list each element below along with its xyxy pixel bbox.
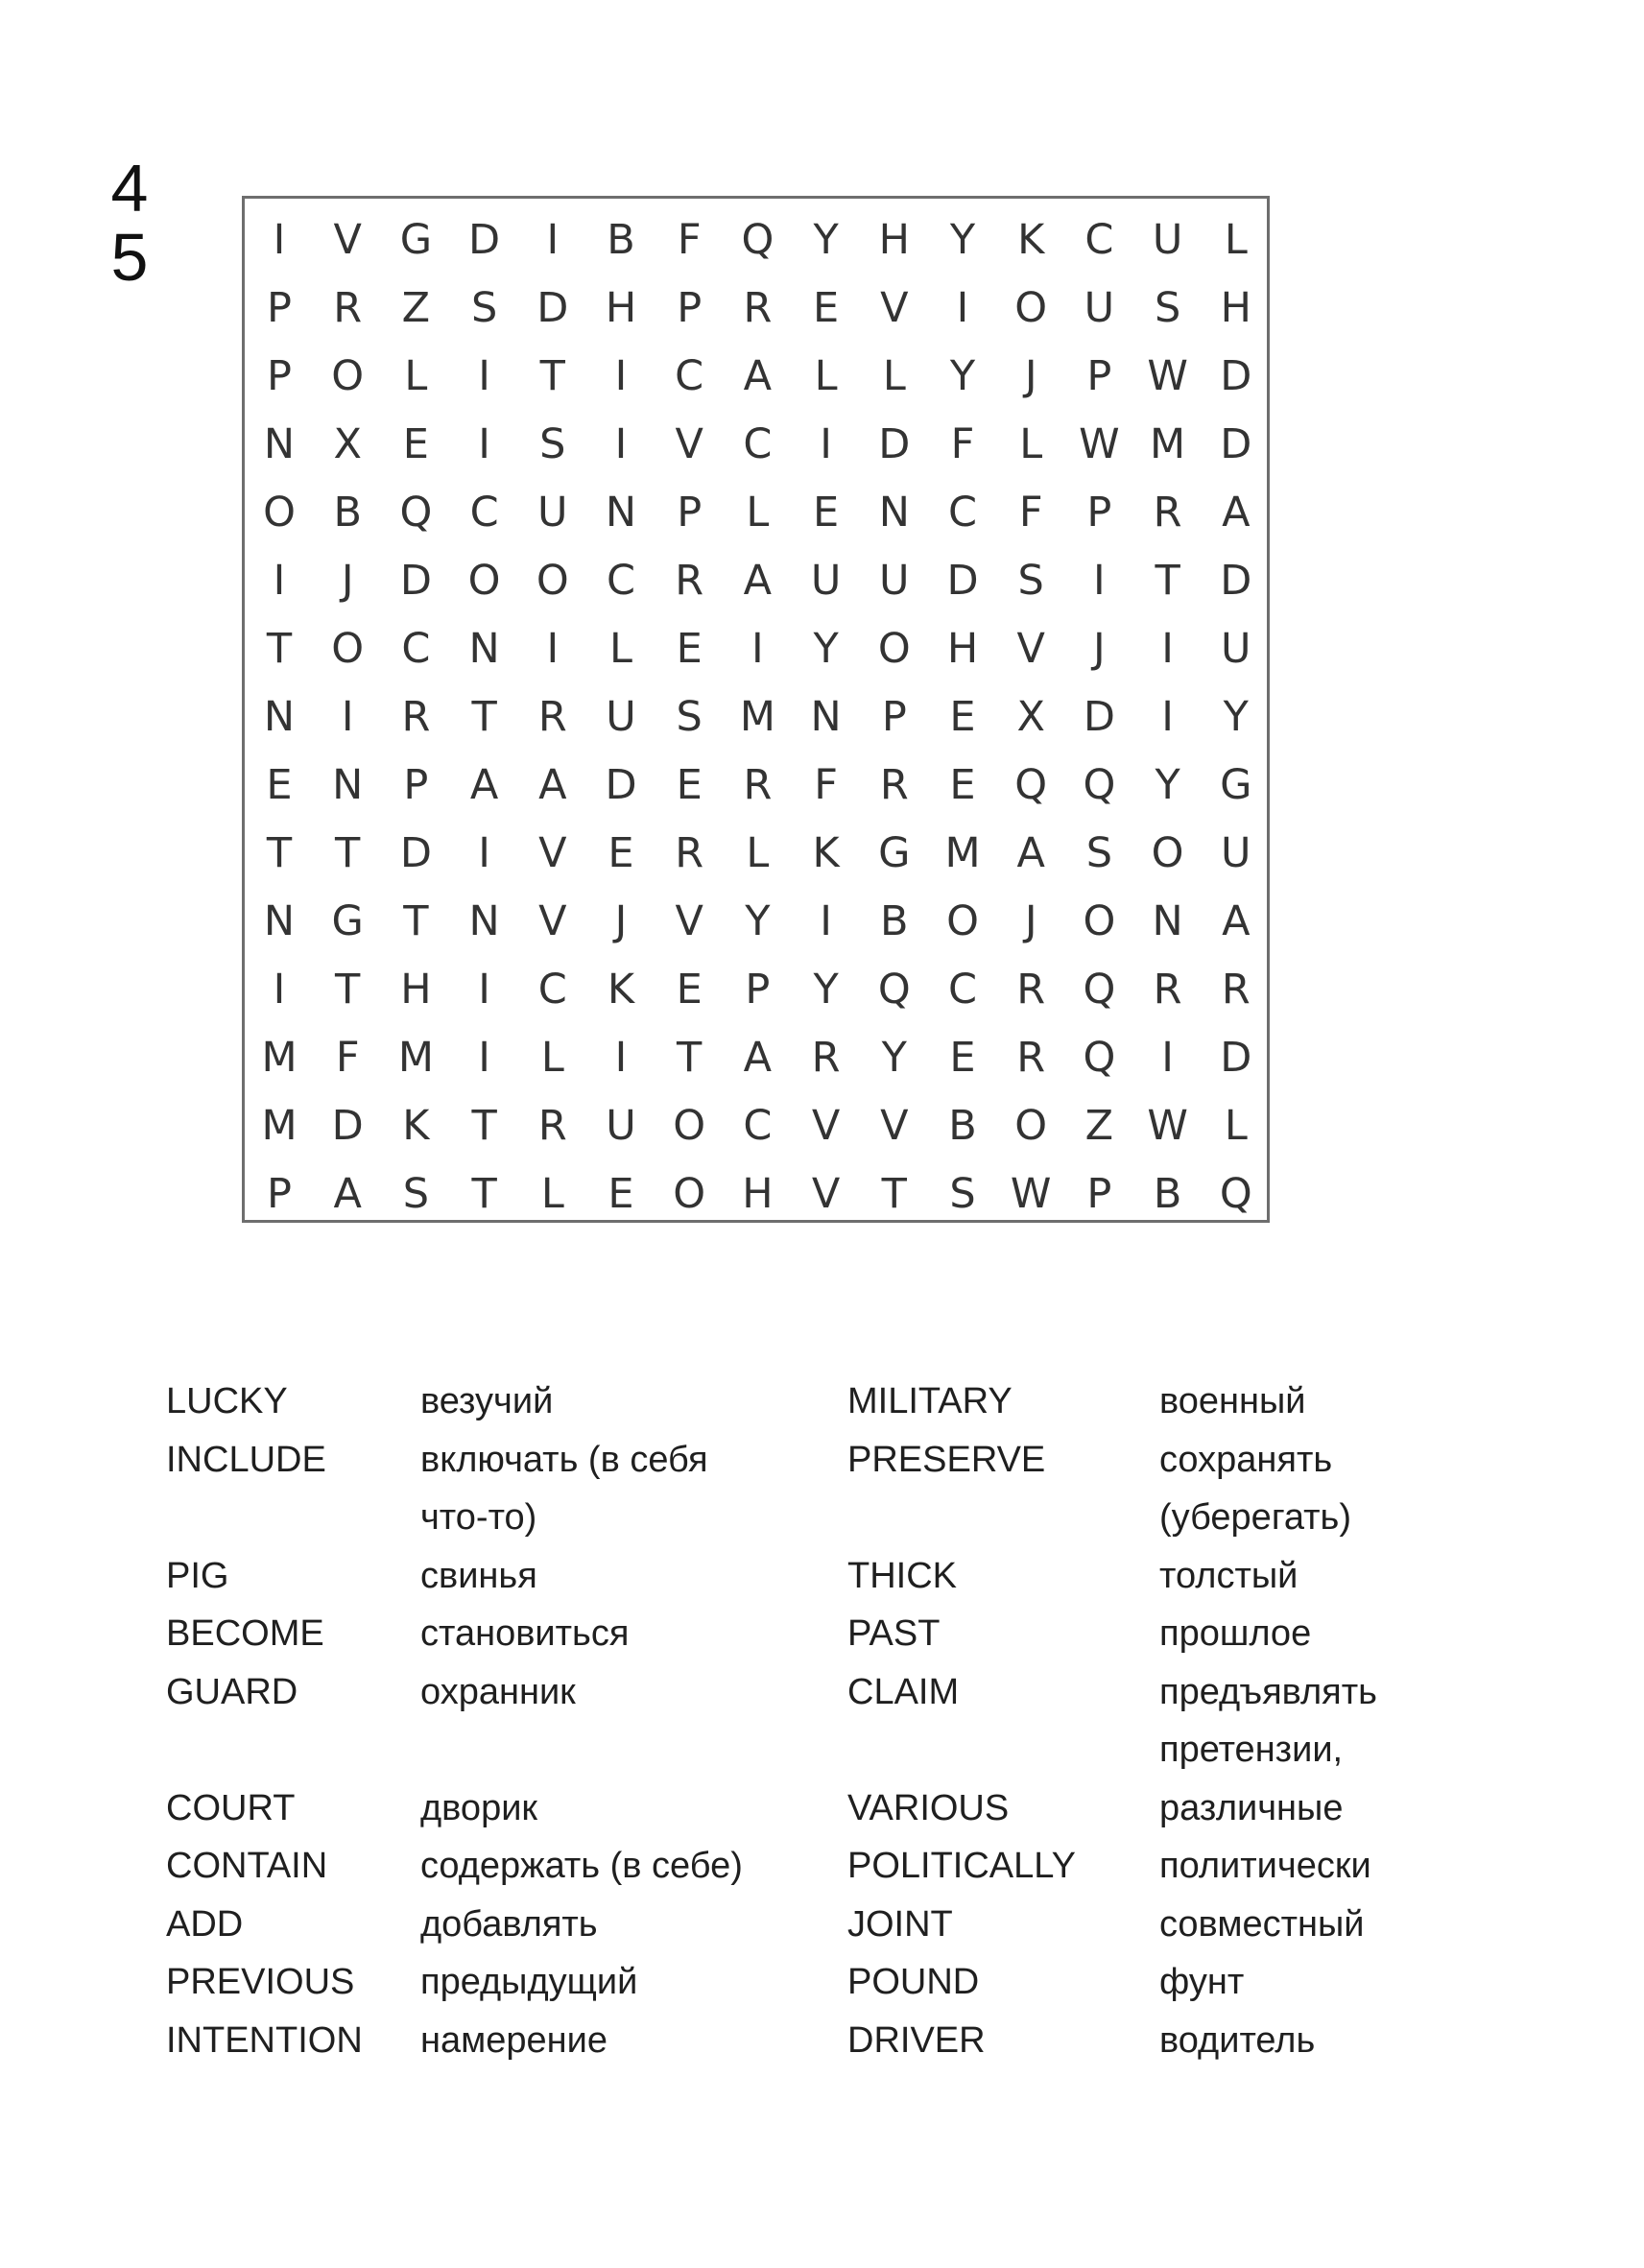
- grid-letter[interactable]: C: [401, 625, 431, 673]
- grid-letter[interactable]: N: [332, 761, 364, 809]
- grid-letter[interactable]: A: [538, 761, 567, 809]
- grid-letter[interactable]: Q: [877, 966, 911, 1014]
- grid-letter[interactable]: J: [614, 897, 628, 945]
- grid-letter[interactable]: D: [1220, 352, 1252, 400]
- grid-letter[interactable]: H: [1220, 284, 1251, 332]
- grid-letter[interactable]: O: [673, 1170, 706, 1218]
- grid-letter[interactable]: A: [1016, 829, 1045, 877]
- vocab-russian-translation: предъявлять: [1159, 1671, 1377, 1712]
- vocab-row: [0, 1547, 1644, 1605]
- vocab-english-word: BECOME: [166, 1613, 324, 1654]
- vocab-russian-translation: прошлое: [1159, 1613, 1312, 1654]
- grid-letter[interactable]: P: [403, 761, 429, 809]
- grid-letter[interactable]: Q: [1219, 1170, 1252, 1218]
- grid-letter[interactable]: T: [471, 1102, 497, 1150]
- grid-letter[interactable]: Q: [1083, 761, 1116, 809]
- grid-letter[interactable]: R: [1016, 966, 1046, 1014]
- grid-letter[interactable]: Y: [949, 352, 976, 400]
- grid-letter[interactable]: O: [1151, 829, 1184, 877]
- grid-letter[interactable]: D: [468, 216, 501, 264]
- grid-letter[interactable]: R: [401, 693, 431, 741]
- grid-letter[interactable]: U: [1221, 625, 1251, 673]
- grid-letter[interactable]: U: [1084, 284, 1115, 332]
- vocab-row: [0, 1896, 1644, 1953]
- vocab-russian-translation: везучий: [420, 1381, 554, 1421]
- vocab-row: [0, 2012, 1644, 2069]
- grid-letter[interactable]: W: [1079, 420, 1120, 468]
- vocab-english-word: ADD: [166, 1903, 244, 1945]
- grid-letter[interactable]: O: [877, 625, 911, 673]
- grid-letter[interactable]: I: [956, 284, 969, 332]
- grid-letter[interactable]: I: [273, 557, 286, 605]
- grid-letter[interactable]: E: [266, 761, 293, 809]
- grid-letter[interactable]: T: [471, 1170, 497, 1218]
- grid-letter[interactable]: T: [335, 966, 361, 1014]
- grid-letter[interactable]: P: [267, 284, 292, 332]
- grid-letter[interactable]: I: [820, 897, 832, 945]
- grid-letter[interactable]: J: [341, 557, 354, 605]
- grid-letter[interactable]: T: [266, 625, 293, 673]
- grid-letter[interactable]: V: [538, 897, 567, 945]
- grid-letter[interactable]: G: [399, 216, 433, 264]
- grid-letter[interactable]: R: [743, 761, 773, 809]
- grid-letter[interactable]: A: [469, 761, 499, 809]
- grid-letter[interactable]: Y: [949, 216, 976, 264]
- grid-letter[interactable]: W: [1147, 1102, 1188, 1150]
- grid-letter[interactable]: P: [677, 284, 703, 332]
- grid-letter[interactable]: Y: [745, 897, 771, 945]
- vocab-russian-translation: различные: [1159, 1787, 1344, 1828]
- grid-letter[interactable]: A: [743, 1034, 773, 1082]
- grid-letter[interactable]: K: [1017, 216, 1045, 264]
- vocab-russian-translation: фунт: [1159, 1962, 1245, 2002]
- grid-letter[interactable]: D: [399, 557, 432, 605]
- grid-letter[interactable]: B: [880, 897, 909, 945]
- grid-letter[interactable]: I: [478, 1034, 490, 1082]
- grid-letter[interactable]: R: [1153, 966, 1182, 1014]
- grid-letter[interactable]: B: [1153, 1170, 1182, 1218]
- grid-letter[interactable]: W: [1010, 1170, 1052, 1218]
- grid-letter[interactable]: L: [609, 625, 632, 673]
- grid-letter[interactable]: A: [1222, 897, 1251, 945]
- vocab-english-word: THICK: [847, 1555, 957, 1596]
- grid-letter[interactable]: R: [675, 829, 704, 877]
- grid-letter[interactable]: H: [400, 966, 432, 1014]
- grid-letter[interactable]: R: [1016, 1034, 1046, 1082]
- grid-letter[interactable]: T: [335, 829, 361, 877]
- grid-letter[interactable]: V: [675, 897, 703, 945]
- grid-letter[interactable]: I: [1161, 693, 1174, 741]
- grid-letter[interactable]: J: [1024, 897, 1037, 945]
- grid-letter[interactable]: F: [950, 420, 975, 468]
- grid-letter[interactable]: Y: [813, 625, 839, 673]
- vocab-russian-translation: охранник: [420, 1671, 576, 1712]
- vocab-english-word: JOINT: [847, 1903, 953, 1945]
- vocab-english-word: COURT: [166, 1787, 296, 1828]
- grid-letter[interactable]: S: [676, 693, 703, 741]
- grid-letter[interactable]: I: [546, 216, 560, 264]
- grid-letter[interactable]: S: [1085, 829, 1113, 877]
- grid-letter[interactable]: M: [944, 829, 981, 877]
- grid-letter[interactable]: K: [812, 829, 840, 877]
- grid-letter[interactable]: P: [881, 693, 907, 741]
- vocab-russian-translation: свинья: [420, 1555, 537, 1596]
- grid-letter[interactable]: O: [1083, 897, 1116, 945]
- grid-letter[interactable]: E: [949, 1034, 976, 1082]
- grid-letter[interactable]: G: [1220, 761, 1252, 809]
- grid-letter[interactable]: E: [402, 420, 429, 468]
- grid-letter[interactable]: O: [331, 625, 365, 673]
- grid-letter[interactable]: L: [746, 489, 770, 537]
- grid-letter[interactable]: H: [742, 1170, 774, 1218]
- grid-letter[interactable]: Q: [399, 489, 433, 537]
- grid-letter[interactable]: B: [607, 216, 635, 264]
- grid-letter[interactable]: P: [267, 352, 292, 400]
- vocab-row: [0, 1779, 1644, 1837]
- grid-letter[interactable]: V: [811, 1102, 841, 1150]
- grid-letter[interactable]: D: [1083, 693, 1115, 741]
- grid-letter[interactable]: I: [614, 1034, 628, 1082]
- vocab-russian-translation: включать (в себя: [420, 1439, 708, 1480]
- vocab-english-word: MILITARY: [847, 1381, 1013, 1421]
- grid-letter[interactable]: V: [333, 216, 362, 264]
- vocab-english-word: CLAIM: [847, 1671, 960, 1712]
- vocab-russian-translation: (уберегать): [1159, 1497, 1352, 1538]
- grid-letter[interactable]: L: [746, 829, 770, 877]
- grid-letter[interactable]: Z: [401, 284, 431, 332]
- grid-letter[interactable]: I: [820, 420, 832, 468]
- grid-letter[interactable]: E: [676, 625, 703, 673]
- page-number-line-1: 4: [110, 151, 149, 226]
- grid-letter[interactable]: T: [677, 1034, 703, 1082]
- vocab-english-word: PIG: [166, 1555, 229, 1596]
- grid-letter[interactable]: C: [675, 352, 704, 400]
- grid-letter[interactable]: L: [1224, 1102, 1248, 1150]
- vocab-russian-translation: предыдущий: [420, 1962, 638, 2002]
- grid-letter[interactable]: C: [947, 966, 978, 1014]
- vocab-russian-translation: что-то): [420, 1497, 537, 1538]
- grid-letter[interactable]: V: [538, 829, 567, 877]
- grid-letter[interactable]: D: [605, 761, 637, 809]
- grid-letter[interactable]: S: [949, 1170, 976, 1218]
- vocab-russian-translation: водитель: [1159, 2019, 1316, 2061]
- grid-letter[interactable]: E: [813, 284, 840, 332]
- vocab-russian-translation: становиться: [420, 1613, 630, 1654]
- grid-letter[interactable]: S: [470, 284, 498, 332]
- grid-letter[interactable]: I: [478, 420, 490, 468]
- vocab-row: [0, 1373, 1644, 1430]
- grid-letter[interactable]: U: [879, 557, 910, 605]
- grid-letter[interactable]: I: [478, 966, 490, 1014]
- grid-letter[interactable]: E: [813, 489, 840, 537]
- grid-letter[interactable]: Y: [813, 216, 839, 264]
- grid-letter[interactable]: U: [606, 1102, 636, 1150]
- grid-letter[interactable]: L: [540, 1034, 564, 1082]
- grid-letter[interactable]: O: [1014, 284, 1048, 332]
- grid-letter[interactable]: J: [1093, 625, 1106, 673]
- grid-letter[interactable]: P: [745, 966, 771, 1014]
- grid-letter[interactable]: U: [1152, 216, 1183, 264]
- grid-letter[interactable]: N: [263, 897, 296, 945]
- grid-letter[interactable]: R: [811, 1034, 841, 1082]
- grid-letter[interactable]: T: [539, 352, 565, 400]
- grid-letter[interactable]: O: [331, 352, 365, 400]
- grid-letter[interactable]: Z: [1084, 1102, 1114, 1150]
- grid-letter[interactable]: C: [743, 1102, 773, 1150]
- grid-letter[interactable]: I: [1161, 625, 1174, 673]
- grid-letter[interactable]: N: [878, 489, 910, 537]
- vocab-russian-translation: добавлять: [420, 1903, 598, 1945]
- grid-letter[interactable]: N: [605, 489, 637, 537]
- vocab-english-word: INTENTION: [166, 2019, 363, 2061]
- grid-letter[interactable]: R: [1153, 489, 1182, 537]
- grid-letter[interactable]: S: [402, 1170, 430, 1218]
- vocab-english-word: PRESERVE: [847, 1439, 1046, 1480]
- vocab-row: [0, 1431, 1644, 1489]
- grid-letter[interactable]: B: [333, 489, 362, 537]
- grid-letter[interactable]: M: [397, 1034, 434, 1082]
- grid-letter[interactable]: Y: [1155, 761, 1180, 809]
- grid-letter[interactable]: U: [1221, 829, 1251, 877]
- grid-letter[interactable]: C: [1084, 216, 1114, 264]
- grid-letter[interactable]: X: [1016, 693, 1045, 741]
- grid-letter[interactable]: Y: [1223, 693, 1249, 741]
- vocab-russian-translation: толстый: [1159, 1555, 1299, 1596]
- grid-letter[interactable]: R: [537, 1102, 567, 1150]
- grid-letter[interactable]: L: [882, 352, 906, 400]
- grid-letter[interactable]: A: [1222, 489, 1251, 537]
- grid-letter[interactable]: E: [676, 761, 703, 809]
- grid-letter[interactable]: L: [814, 352, 838, 400]
- grid-letter[interactable]: D: [946, 557, 979, 605]
- grid-letter[interactable]: R: [537, 693, 567, 741]
- grid-letter[interactable]: S: [1017, 557, 1044, 605]
- grid-letter[interactable]: O: [673, 1102, 706, 1150]
- grid-letter[interactable]: E: [676, 966, 703, 1014]
- grid-letter[interactable]: L: [404, 352, 428, 400]
- vocab-english-word: VARIOUS: [847, 1787, 1010, 1828]
- grid-letter[interactable]: V: [811, 1170, 841, 1218]
- vocab-russian-translation: содержать (в себе): [420, 1846, 743, 1886]
- grid-letter[interactable]: A: [333, 1170, 362, 1218]
- vocab-russian-translation: сохранять: [1159, 1439, 1333, 1480]
- grid-letter[interactable]: N: [263, 693, 296, 741]
- grid-letter[interactable]: I: [273, 216, 286, 264]
- grid-letter[interactable]: V: [880, 1102, 909, 1150]
- grid-letter[interactable]: D: [1220, 1034, 1252, 1082]
- word-search-grid: [242, 196, 1270, 1223]
- grid-letter[interactable]: E: [949, 761, 976, 809]
- grid-letter[interactable]: P: [1086, 1170, 1112, 1218]
- vocab-english-word: POLITICALLY: [847, 1846, 1076, 1886]
- grid-letter[interactable]: D: [331, 1102, 364, 1150]
- grid-letter[interactable]: U: [537, 489, 568, 537]
- vocab-english-word: DRIVER: [847, 2019, 986, 2061]
- grid-letter[interactable]: Y: [813, 966, 839, 1014]
- grid-letter[interactable]: C: [743, 420, 773, 468]
- grid-letter[interactable]: C: [537, 966, 567, 1014]
- grid-letter[interactable]: Q: [1014, 761, 1048, 809]
- grid-letter[interactable]: N: [468, 625, 500, 673]
- grid-letter[interactable]: V: [880, 284, 909, 332]
- grid-letter[interactable]: O: [946, 897, 979, 945]
- grid-letter[interactable]: V: [1016, 625, 1045, 673]
- vocab-english-word: GUARD: [166, 1671, 298, 1712]
- grid-letter[interactable]: R: [675, 557, 704, 605]
- grid-letter[interactable]: U: [606, 693, 636, 741]
- grid-letter[interactable]: I: [273, 966, 286, 1014]
- grid-letter[interactable]: C: [606, 557, 636, 605]
- grid-letter[interactable]: U: [810, 557, 842, 605]
- grid-letter[interactable]: N: [263, 420, 296, 468]
- grid-letter[interactable]: M: [261, 1034, 298, 1082]
- grid-letter[interactable]: I: [478, 352, 490, 400]
- grid-letter[interactable]: N: [1152, 897, 1183, 945]
- grid-letter[interactable]: O: [263, 489, 296, 537]
- grid-letter[interactable]: X: [333, 420, 362, 468]
- grid-letter[interactable]: C: [947, 489, 978, 537]
- grid-letter[interactable]: R: [1221, 966, 1251, 1014]
- page-number: [101, 151, 158, 295]
- grid-letter[interactable]: H: [878, 216, 910, 264]
- grid-letter[interactable]: R: [879, 761, 909, 809]
- grid-letter[interactable]: Q: [1083, 966, 1116, 1014]
- grid-letter[interactable]: O: [1014, 1102, 1048, 1150]
- grid-letter[interactable]: O: [467, 557, 501, 605]
- grid-letter[interactable]: T: [1155, 557, 1180, 605]
- grid-letter[interactable]: I: [478, 829, 490, 877]
- grid-letter[interactable]: F: [814, 761, 838, 809]
- vocab-row: [0, 1953, 1644, 2011]
- vocab-english-word: LUCKY: [166, 1381, 288, 1421]
- grid-letter[interactable]: S: [1154, 284, 1181, 332]
- vocab-row: [0, 1489, 1644, 1546]
- vocab-russian-translation: военный: [1159, 1381, 1306, 1421]
- grid-letter[interactable]: W: [1147, 352, 1188, 400]
- grid-letter[interactable]: M: [739, 693, 775, 741]
- grid-letter[interactable]: I: [1093, 557, 1106, 605]
- vocab-russian-translation: дворик: [420, 1787, 538, 1828]
- grid-letter[interactable]: Y: [881, 1034, 907, 1082]
- grid-letter[interactable]: M: [261, 1102, 298, 1150]
- grid-letter[interactable]: N: [810, 693, 842, 741]
- grid-letter[interactable]: I: [546, 625, 560, 673]
- grid-letter[interactable]: R: [333, 284, 363, 332]
- grid-letter[interactable]: F: [335, 1034, 360, 1082]
- vocab-english-word: PAST: [847, 1613, 941, 1654]
- grid-letter[interactable]: D: [399, 829, 432, 877]
- grid-letter[interactable]: I: [341, 693, 354, 741]
- grid-letter[interactable]: J: [1024, 352, 1037, 400]
- grid-letter[interactable]: A: [743, 352, 773, 400]
- grid-letter[interactable]: D: [1220, 420, 1252, 468]
- vocab-row: [0, 1721, 1644, 1779]
- grid-letter[interactable]: O: [536, 557, 569, 605]
- grid-letter[interactable]: V: [675, 420, 703, 468]
- grid-letter[interactable]: P: [1086, 489, 1112, 537]
- vocab-russian-translation: намерение: [420, 2019, 608, 2061]
- vocabulary-list: [0, 1373, 1644, 2102]
- grid-letter[interactable]: H: [946, 625, 979, 673]
- grid-letter[interactable]: E: [608, 1170, 634, 1218]
- grid-letter[interactable]: S: [539, 420, 566, 468]
- grid-letter[interactable]: P: [267, 1170, 292, 1218]
- vocab-russian-translation: совместный: [1159, 1903, 1365, 1945]
- grid-letter[interactable]: H: [605, 284, 637, 332]
- grid-letter[interactable]: T: [471, 693, 497, 741]
- grid-letter[interactable]: P: [1086, 352, 1112, 400]
- grid-letter[interactable]: K: [607, 966, 635, 1014]
- vocab-row: [0, 1605, 1644, 1662]
- grid-letter[interactable]: I: [751, 625, 764, 673]
- vocab-english-word: POUND: [847, 1962, 980, 2002]
- grid-letter[interactable]: F: [677, 216, 702, 264]
- grid-letter[interactable]: L: [1224, 216, 1248, 264]
- grid-letter[interactable]: L: [1019, 420, 1043, 468]
- grid-letter[interactable]: I: [614, 420, 628, 468]
- grid-letter[interactable]: M: [1150, 420, 1186, 468]
- vocab-english-word: INCLUDE: [166, 1439, 326, 1480]
- vocab-russian-translation: политически: [1159, 1846, 1371, 1886]
- page-number-line-2: 5: [110, 220, 149, 295]
- grid-letter[interactable]: P: [677, 489, 703, 537]
- grid-letter[interactable]: K: [402, 1102, 430, 1150]
- grid-letter[interactable]: L: [540, 1170, 564, 1218]
- grid-letter[interactable]: G: [331, 897, 364, 945]
- vocab-row: [0, 1837, 1644, 1895]
- grid-letter[interactable]: D: [536, 284, 569, 332]
- grid-letter[interactable]: Q: [1083, 1034, 1116, 1082]
- grid-letter[interactable]: T: [403, 897, 429, 945]
- grid-letter[interactable]: E: [608, 829, 634, 877]
- grid-letter[interactable]: A: [743, 557, 773, 605]
- grid-letter[interactable]: N: [468, 897, 500, 945]
- vocab-english-word: CONTAIN: [166, 1846, 328, 1886]
- grid-letter[interactable]: T: [266, 829, 293, 877]
- grid-letter[interactable]: D: [1220, 557, 1252, 605]
- grid-letter[interactable]: T: [881, 1170, 907, 1218]
- grid-letter[interactable]: E: [949, 693, 976, 741]
- grid-letter[interactable]: Q: [741, 216, 774, 264]
- grid-letter[interactable]: C: [469, 489, 499, 537]
- vocab-row: [0, 1663, 1644, 1721]
- vocab-english-word: PREVIOUS: [166, 1962, 355, 2002]
- grid-letter[interactable]: F: [1018, 489, 1043, 537]
- grid-letter[interactable]: I: [614, 352, 628, 400]
- grid-letter[interactable]: B: [948, 1102, 977, 1150]
- grid-letter[interactable]: G: [878, 829, 911, 877]
- grid-letter[interactable]: I: [1161, 1034, 1174, 1082]
- vocab-russian-translation: претензии,: [1159, 1730, 1344, 1770]
- grid-letter[interactable]: R: [743, 284, 773, 332]
- grid-letter[interactable]: D: [878, 420, 911, 468]
